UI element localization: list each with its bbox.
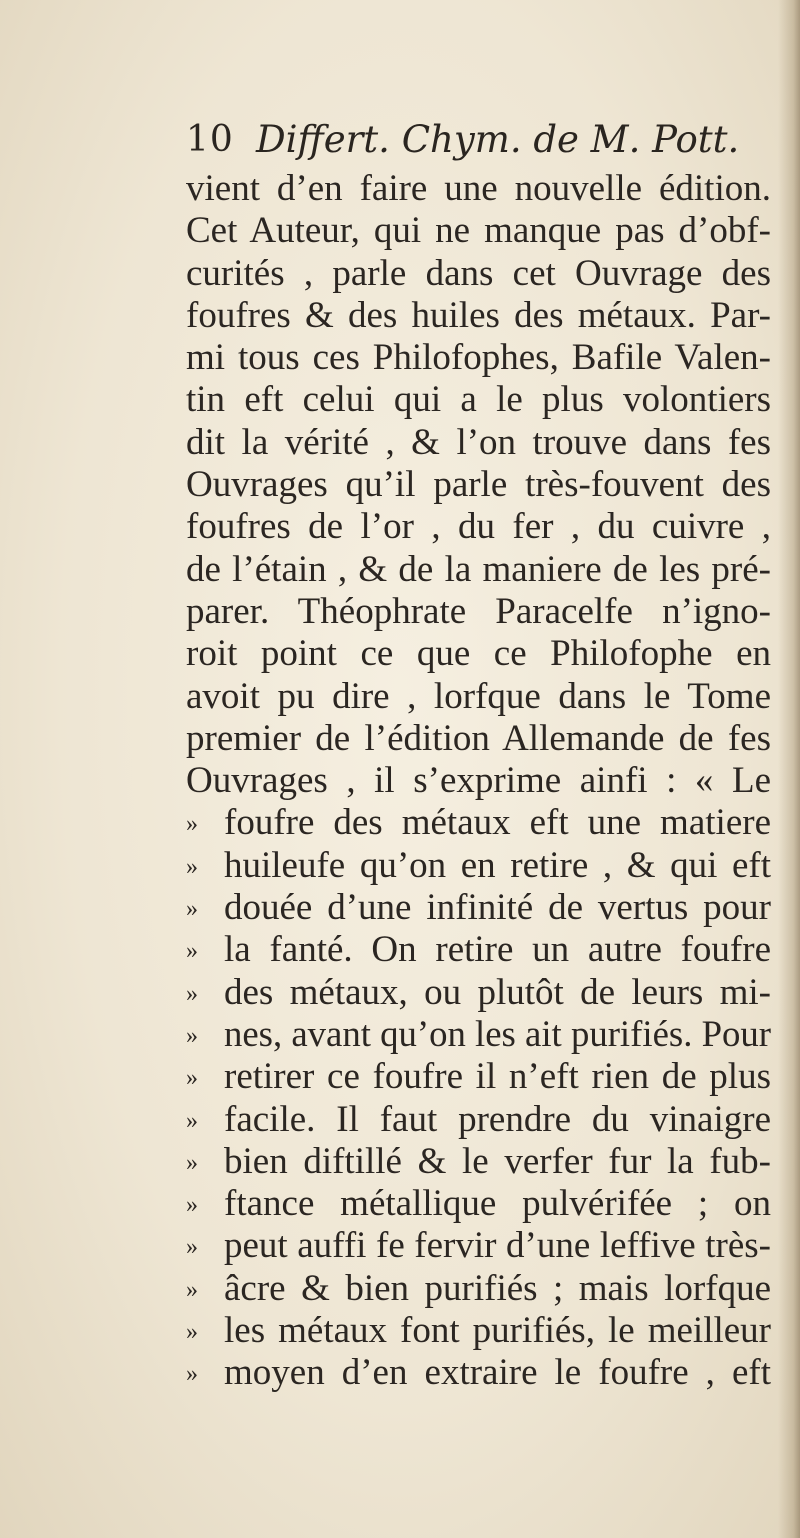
- text-line: [186, 1268, 771, 1310]
- line-text: foufre des métaux eft une matiere: [224, 802, 771, 844]
- text-line: [186, 1141, 771, 1183]
- body-text: [186, 168, 771, 1395]
- text-line: [186, 633, 771, 675]
- line-text: avoit pu dire , lorfque dans le Tome: [186, 675, 771, 717]
- quotation-mark: »: [186, 1022, 198, 1049]
- line-text: curités , parle dans cet Ouvrage des: [186, 252, 771, 294]
- line-text: douée d’une infinité de vertus pour: [224, 887, 771, 929]
- line-text: dit la vérité , & l’on trouve dans fes: [186, 421, 771, 463]
- line-text: parer. Théophrate Paracelfe n’igno-: [186, 590, 771, 632]
- line-text: de l’étain , & de la maniere de les pré-: [186, 548, 771, 590]
- line-text: facile. Il faut prendre du vinaigre: [224, 1098, 771, 1140]
- quotation-mark: »: [186, 980, 198, 1007]
- text-line: [186, 210, 771, 252]
- text-line: [186, 1183, 771, 1225]
- quotation-mark: »: [186, 896, 198, 923]
- line-text: des métaux, ou plutôt de leurs mi-: [224, 971, 771, 1013]
- line-text: ftance métallique pulvérifée ; on: [224, 1183, 771, 1225]
- text-line: [186, 1310, 771, 1352]
- line-text: la fanté. On retire un autre foufre: [224, 929, 771, 971]
- text-line: [186, 422, 771, 464]
- quotation-mark: »: [186, 1319, 198, 1346]
- text-line: [186, 549, 771, 591]
- line-text: Ouvrages qu’il parle très-fouvent des: [186, 464, 771, 506]
- line-text: foufres de l’or , du fer , du cuivre ,: [186, 506, 771, 548]
- line-text: âcre & bien purifiés ; mais lorfque: [224, 1267, 771, 1309]
- text-line: [186, 506, 771, 548]
- line-text: premier de l’édition Allemande de fes: [186, 717, 771, 759]
- text-line: [186, 379, 771, 421]
- text-line: [186, 1014, 771, 1056]
- text-line: [186, 168, 771, 210]
- text-line: [186, 295, 771, 337]
- page-number: 10: [186, 119, 234, 160]
- quotation-mark: »: [186, 1065, 198, 1092]
- text-line: [186, 464, 771, 506]
- running-head: Differt. Chym. de M. Pott.: [256, 118, 740, 161]
- quotation-mark: »: [186, 1234, 198, 1261]
- line-text: moyen d’en extraire le foufre , eft: [224, 1352, 771, 1394]
- line-text: Ouvrages , il s’exprime ainfi : « Le: [186, 760, 771, 802]
- text-line: [186, 1225, 771, 1267]
- line-text: bien diftillé & le verfer fur la fub-: [224, 1140, 771, 1182]
- text-line: [186, 253, 771, 295]
- text-line: [186, 676, 771, 718]
- text-line: [186, 337, 771, 379]
- text-line: [186, 1099, 771, 1141]
- line-text: peut auffi fe fervir d’une leffive très-: [224, 1225, 771, 1267]
- line-text: les métaux font purifiés, le meilleur: [224, 1310, 771, 1352]
- line-text: mi tous ces Philofophes, Bafile Valen-: [186, 337, 771, 379]
- line-text: Cet Auteur, qui ne manque pas d’obf-: [186, 210, 771, 252]
- quotation-mark: »: [186, 938, 198, 965]
- page-edge-shadow: [778, 0, 800, 1538]
- quotation-mark: »: [186, 1192, 198, 1219]
- line-text: vient d’en faire une nouvelle édition.: [186, 168, 771, 209]
- quotation-mark: »: [186, 1276, 198, 1303]
- text-line: [186, 1056, 771, 1098]
- text-line: [186, 802, 771, 844]
- page-header: [186, 118, 746, 168]
- text-line: [186, 1352, 771, 1394]
- line-text: roit point ce que ce Philofophe en: [186, 633, 771, 675]
- line-text: huileufe qu’on en retire , & qui eft: [224, 844, 771, 886]
- text-line: [186, 845, 771, 887]
- text-line: [186, 760, 771, 802]
- text-line: [186, 591, 771, 633]
- quotation-mark: »: [186, 1149, 198, 1176]
- quotation-mark: »: [186, 853, 198, 880]
- quotation-mark: »: [186, 811, 198, 838]
- line-text: foufres & des huiles des métaux. Par-: [186, 294, 771, 336]
- line-text: retirer ce foufre il n’eft rien de plus: [224, 1056, 771, 1098]
- text-line: [186, 718, 771, 760]
- text-line: [186, 972, 771, 1014]
- quotation-mark: »: [186, 1361, 198, 1388]
- text-line: [186, 887, 771, 929]
- line-text: tin eft celui qui a le plus volontiers: [186, 379, 771, 421]
- line-text: nes, avant qu’on les ait purifiés. Pour: [224, 1013, 771, 1055]
- text-line: [186, 929, 771, 971]
- quotation-mark: »: [186, 1107, 198, 1134]
